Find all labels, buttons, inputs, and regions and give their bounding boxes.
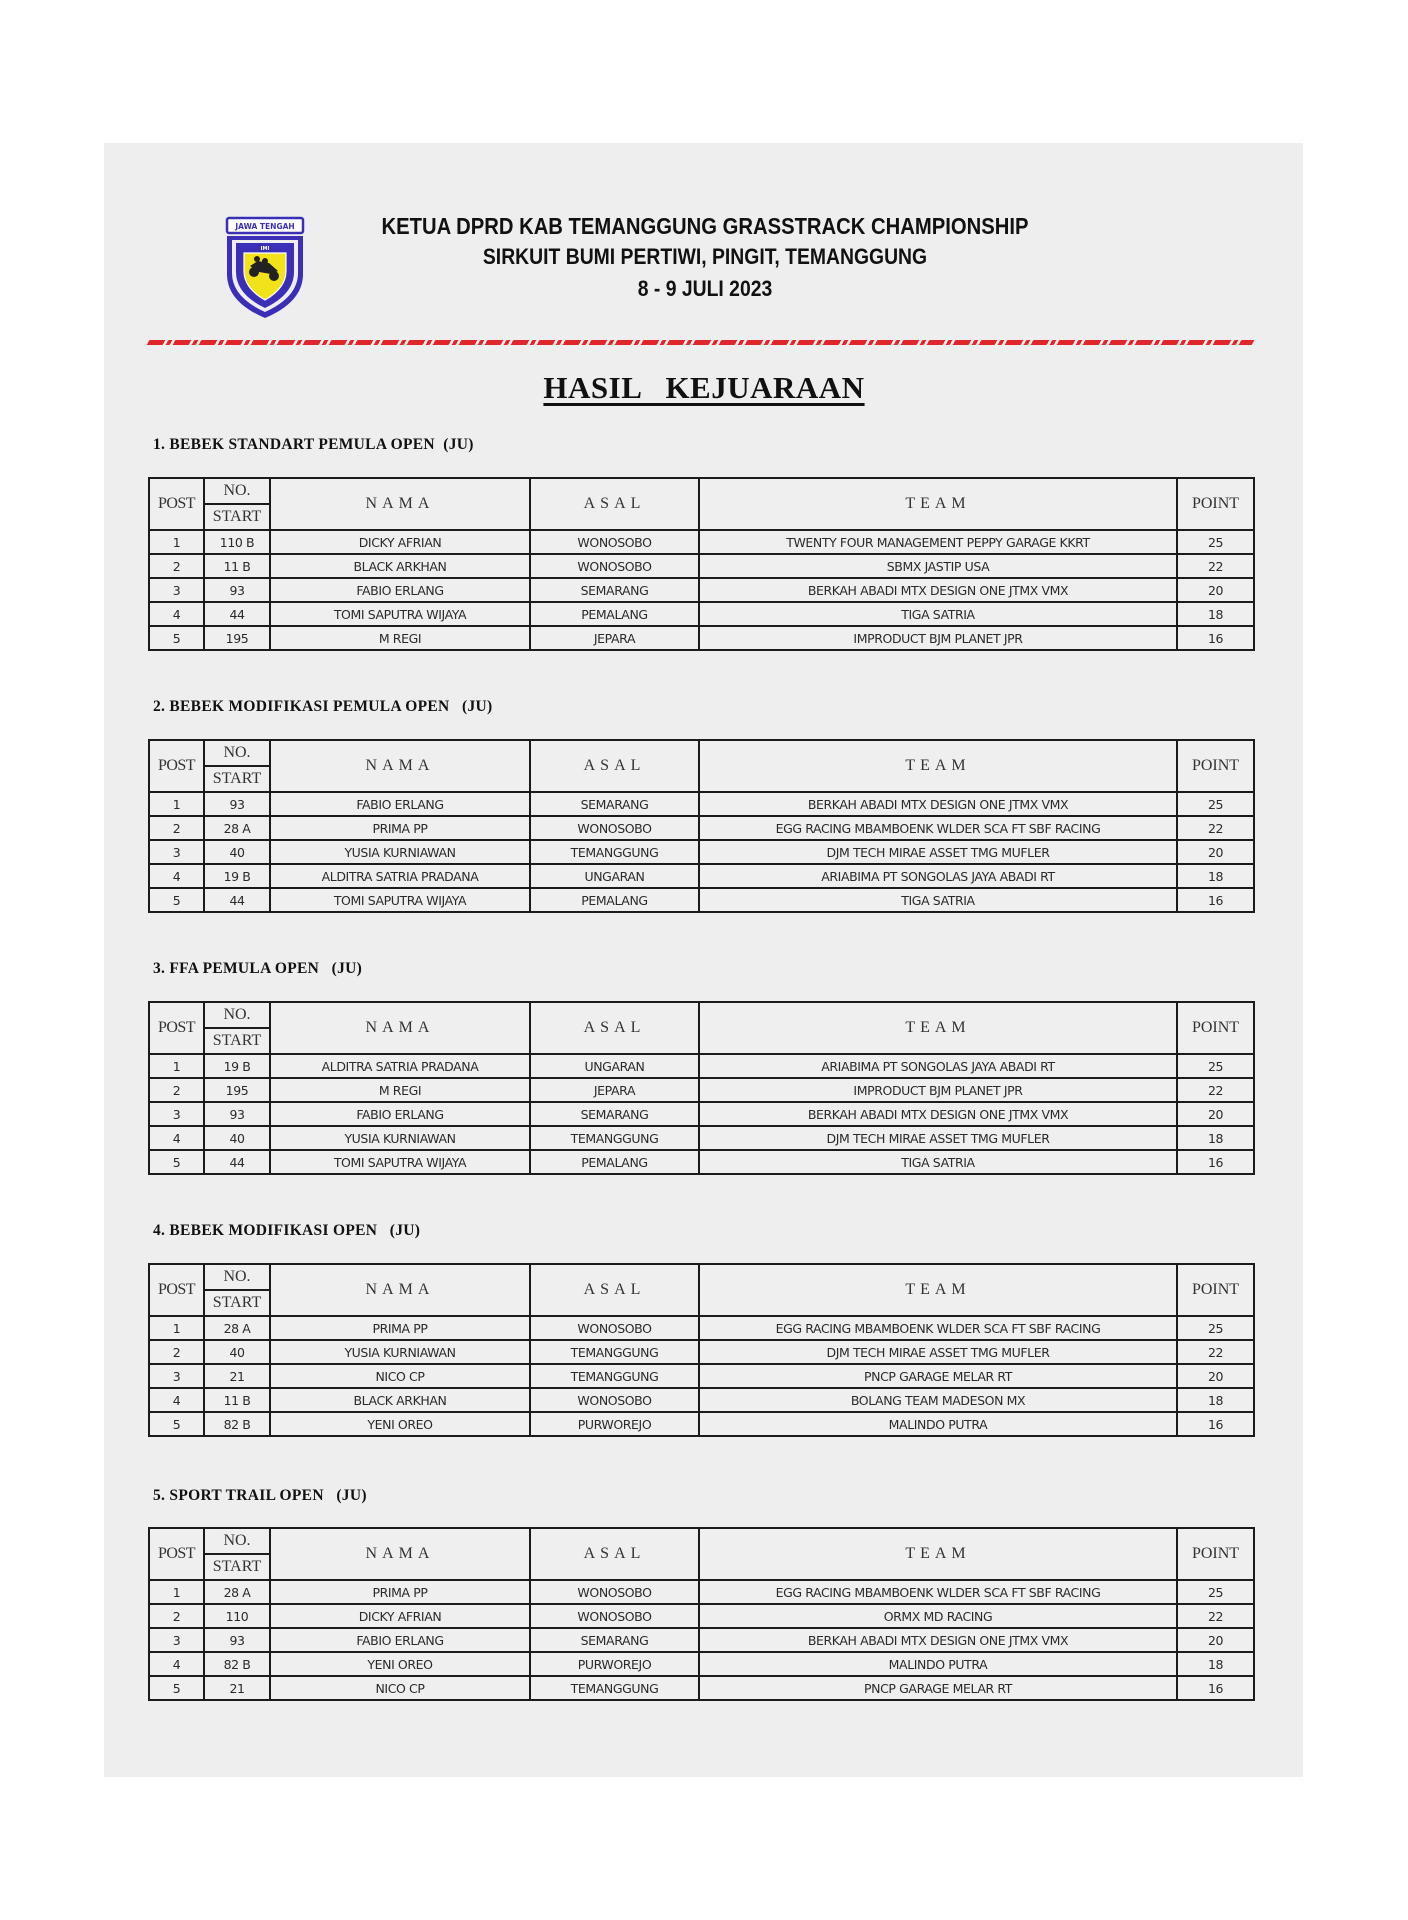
col-header-asal: ASAL: [530, 1264, 699, 1316]
cell-no: 93: [204, 578, 270, 602]
col-header-post: POST: [149, 1002, 204, 1054]
cell-post: 5: [149, 1676, 204, 1700]
cell-asal: JEPARA: [530, 626, 699, 650]
cell-post: 4: [149, 864, 204, 888]
category-title-2: 2. BEBEK MODIFIKASI PEMULA OPEN (JU): [153, 698, 493, 715]
cell-point: 16: [1177, 888, 1254, 912]
cell-team: PNCP GARAGE MELAR RT: [699, 1676, 1177, 1700]
col-header-no: NO.: [204, 478, 270, 504]
cell-post: 1: [149, 792, 204, 816]
col-header-nama: NAMA: [270, 478, 530, 530]
cell-asal: WONOSOBO: [530, 816, 699, 840]
cell-nama: NICO CP: [270, 1364, 530, 1388]
cell-point: 22: [1177, 816, 1254, 840]
col-header-no: NO.: [204, 740, 270, 766]
cell-team: TWENTY FOUR MANAGEMENT PEPPY GARAGE KKRT: [699, 530, 1177, 554]
cell-point: 25: [1177, 1316, 1254, 1340]
table-row: [149, 888, 1254, 912]
page-title: [0, 370, 1408, 406]
cell-point: 22: [1177, 1604, 1254, 1628]
cell-team: DJM TECH MIRAE ASSET TMG MUFLER: [699, 1126, 1177, 1150]
cell-asal: UNGARAN: [530, 1054, 699, 1078]
cell-no: 82 B: [204, 1652, 270, 1676]
table-row: [149, 1580, 1254, 1604]
cell-point: 20: [1177, 840, 1254, 864]
table-row: [149, 1628, 1254, 1652]
col-header-team: TEAM: [699, 1002, 1177, 1054]
col-header-start: START: [204, 504, 270, 530]
cell-team: IMPRODUCT BJM PLANET JPR: [699, 626, 1177, 650]
table-row: [149, 578, 1254, 602]
table-row: [149, 1340, 1254, 1364]
cell-point: 18: [1177, 602, 1254, 626]
table-row: [149, 1676, 1254, 1700]
col-header-asal: ASAL: [530, 1002, 699, 1054]
table-row: [149, 1078, 1254, 1102]
cell-post: 4: [149, 1388, 204, 1412]
cell-asal: WONOSOBO: [530, 1580, 699, 1604]
table-row: [149, 840, 1254, 864]
cell-point: 16: [1177, 1150, 1254, 1174]
cell-nama: FABIO ERLANG: [270, 792, 530, 816]
cell-asal: TEMANGGUNG: [530, 840, 699, 864]
cell-no: 40: [204, 1126, 270, 1150]
cell-nama: M REGI: [270, 626, 530, 650]
table-row: [149, 554, 1254, 578]
cell-nama: DICKY AFRIAN: [270, 530, 530, 554]
cell-asal: JEPARA: [530, 1078, 699, 1102]
cell-point: 25: [1177, 530, 1254, 554]
table-row: [149, 626, 1254, 650]
table-row: [149, 1652, 1254, 1676]
cell-asal: PURWOREJO: [530, 1412, 699, 1436]
cell-point: 20: [1177, 578, 1254, 602]
cell-asal: WONOSOBO: [530, 1388, 699, 1412]
category-title-3: 3. FFA PEMULA OPEN (JU): [153, 960, 363, 977]
col-header-nama: NAMA: [270, 1264, 530, 1316]
col-header-no: NO.: [204, 1002, 270, 1028]
cell-no: 19 B: [204, 1054, 270, 1078]
cell-point: 22: [1177, 1078, 1254, 1102]
cell-nama: TOMI SAPUTRA WIJAYA: [270, 1150, 530, 1174]
cell-nama: FABIO ERLANG: [270, 1628, 530, 1652]
results-table-2: [148, 739, 1255, 913]
cell-post: 2: [149, 554, 204, 578]
table-row: [149, 1150, 1254, 1174]
cell-point: 22: [1177, 1340, 1254, 1364]
cell-post: 1: [149, 1054, 204, 1078]
cell-no: 40: [204, 840, 270, 864]
cell-asal: TEMANGGUNG: [530, 1676, 699, 1700]
col-header-post: POST: [149, 1528, 204, 1580]
cell-no: 28 A: [204, 1580, 270, 1604]
event-title: KETUA DPRD KAB TEMANGGUNG GRASSTRACK CHAMPIONSHIP: [381, 213, 1029, 239]
col-header-post: POST: [149, 740, 204, 792]
cell-nama: YUSIA KURNIAWAN: [270, 1340, 530, 1364]
cell-asal: TEMANGGUNG: [530, 1364, 699, 1388]
cell-post: 1: [149, 530, 204, 554]
results-table-1: [148, 477, 1255, 651]
cell-team: EGG RACING MBAMBOENK WLDER SCA FT SBF RACING: [699, 1316, 1177, 1340]
col-header-post: POST: [149, 1264, 204, 1316]
cell-no: 11 B: [204, 1388, 270, 1412]
cell-asal: TEMANGGUNG: [530, 1340, 699, 1364]
cell-point: 18: [1177, 1126, 1254, 1150]
table-row: [149, 1054, 1254, 1078]
cell-post: 1: [149, 1580, 204, 1604]
cell-post: 2: [149, 1078, 204, 1102]
cell-point: 18: [1177, 1652, 1254, 1676]
cell-nama: BLACK ARKHAN: [270, 554, 530, 578]
cell-point: 20: [1177, 1628, 1254, 1652]
cell-asal: SEMARANG: [530, 792, 699, 816]
cell-no: 110: [204, 1604, 270, 1628]
cell-post: 1: [149, 1316, 204, 1340]
cell-nama: TOMI SAPUTRA WIJAYA: [270, 602, 530, 626]
cell-nama: PRIMA PP: [270, 816, 530, 840]
cell-point: 18: [1177, 864, 1254, 888]
cell-no: 195: [204, 1078, 270, 1102]
cell-asal: UNGARAN: [530, 864, 699, 888]
cell-team: DJM TECH MIRAE ASSET TMG MUFLER: [699, 840, 1177, 864]
cell-team: TIGA SATRIA: [699, 602, 1177, 626]
cell-asal: WONOSOBO: [530, 1604, 699, 1628]
cell-team: EGG RACING MBAMBOENK WLDER SCA FT SBF RACING: [699, 1580, 1177, 1604]
cell-team: IMPRODUCT BJM PLANET JPR: [699, 1078, 1177, 1102]
col-header-team: TEAM: [699, 478, 1177, 530]
cell-post: 2: [149, 816, 204, 840]
cell-nama: PRIMA PP: [270, 1580, 530, 1604]
results-table-5: [148, 1527, 1255, 1701]
cell-nama: FABIO ERLANG: [270, 578, 530, 602]
cell-team: ORMX MD RACING: [699, 1604, 1177, 1628]
category-title-1: 1. BEBEK STANDART PEMULA OPEN (JU): [153, 436, 474, 453]
cell-no: 93: [204, 792, 270, 816]
cell-post: 2: [149, 1340, 204, 1364]
cell-team: ARIABIMA PT SONGOLAS JAYA ABADI RT: [699, 1054, 1177, 1078]
cell-no: 93: [204, 1102, 270, 1126]
table-row: [149, 864, 1254, 888]
cell-no: 19 B: [204, 864, 270, 888]
cell-post: 2: [149, 1604, 204, 1628]
cell-nama: ALDITRA SATRIA PRADANA: [270, 1054, 530, 1078]
cell-point: 20: [1177, 1102, 1254, 1126]
cell-asal: SEMARANG: [530, 1102, 699, 1126]
table-row: [149, 530, 1254, 554]
col-header-nama: NAMA: [270, 740, 530, 792]
cell-team: BERKAH ABADI MTX DESIGN ONE JTMX VMX: [699, 578, 1177, 602]
col-header-no: NO.: [204, 1528, 270, 1554]
table-row: [149, 1388, 1254, 1412]
col-header-point: POINT: [1177, 740, 1254, 792]
category-title-4: 4. BEBEK MODIFIKASI OPEN (JU): [153, 1222, 421, 1239]
cell-team: ARIABIMA PT SONGOLAS JAYA ABADI RT: [699, 864, 1177, 888]
cell-point: 18: [1177, 1388, 1254, 1412]
cell-post: 3: [149, 1628, 204, 1652]
cell-team: MALINDO PUTRA: [699, 1412, 1177, 1436]
col-header-team: TEAM: [699, 1264, 1177, 1316]
cell-nama: YUSIA KURNIAWAN: [270, 840, 530, 864]
red-dashed-divider: [147, 340, 1255, 345]
col-header-start: START: [204, 1290, 270, 1316]
cell-post: 4: [149, 1652, 204, 1676]
cell-asal: PEMALANG: [530, 1150, 699, 1174]
cell-point: 16: [1177, 626, 1254, 650]
cell-point: 25: [1177, 1054, 1254, 1078]
table-row: [149, 1316, 1254, 1340]
event-date: 8 - 9 JULI 2023: [637, 276, 773, 301]
cell-no: 82 B: [204, 1412, 270, 1436]
cell-post: 5: [149, 626, 204, 650]
cell-post: 5: [149, 888, 204, 912]
svg-text:JAWA TENGAH: JAWA TENGAH: [235, 222, 295, 231]
svg-text:IMI: IMI: [260, 246, 270, 252]
col-header-point: POINT: [1177, 1264, 1254, 1316]
cell-asal: WONOSOBO: [530, 530, 699, 554]
cell-no: 44: [204, 1150, 270, 1174]
cell-no: 28 A: [204, 1316, 270, 1340]
cell-asal: WONOSOBO: [530, 554, 699, 578]
table-row: [149, 1126, 1254, 1150]
cell-team: PNCP GARAGE MELAR RT: [699, 1364, 1177, 1388]
col-header-team: TEAM: [699, 1528, 1177, 1580]
cell-nama: YENI OREO: [270, 1652, 530, 1676]
cell-team: SBMX JASTIP USA: [699, 554, 1177, 578]
col-header-nama: NAMA: [270, 1002, 530, 1054]
imi-jawa-tengah-logo-icon: [223, 216, 307, 320]
cell-nama: YUSIA KURNIAWAN: [270, 1126, 530, 1150]
cell-asal: TEMANGGUNG: [530, 1126, 699, 1150]
col-header-post: POST: [149, 478, 204, 530]
cell-post: 3: [149, 840, 204, 864]
cell-asal: PEMALANG: [530, 602, 699, 626]
cell-nama: DICKY AFRIAN: [270, 1604, 530, 1628]
cell-no: 195: [204, 626, 270, 650]
page-title-text: HASIL KEJUARAAN: [543, 370, 865, 405]
cell-nama: FABIO ERLANG: [270, 1102, 530, 1126]
category-title-5: 5. SPORT TRAIL OPEN (JU): [153, 1487, 367, 1504]
col-header-team: TEAM: [699, 740, 1177, 792]
col-header-asal: ASAL: [530, 478, 699, 530]
col-header-start: START: [204, 766, 270, 792]
table-row: [149, 792, 1254, 816]
cell-team: TIGA SATRIA: [699, 1150, 1177, 1174]
cell-point: 16: [1177, 1676, 1254, 1700]
cell-nama: NICO CP: [270, 1676, 530, 1700]
cell-no: 40: [204, 1340, 270, 1364]
cell-post: 5: [149, 1150, 204, 1174]
col-header-point: POINT: [1177, 1002, 1254, 1054]
cell-post: 3: [149, 578, 204, 602]
cell-asal: SEMARANG: [530, 1628, 699, 1652]
cell-point: 22: [1177, 554, 1254, 578]
cell-no: 21: [204, 1364, 270, 1388]
cell-nama: M REGI: [270, 1078, 530, 1102]
cell-team: EGG RACING MBAMBOENK WLDER SCA FT SBF RACING: [699, 816, 1177, 840]
cell-point: 25: [1177, 792, 1254, 816]
col-header-asal: ASAL: [530, 1528, 699, 1580]
cell-post: 3: [149, 1364, 204, 1388]
cell-team: DJM TECH MIRAE ASSET TMG MUFLER: [699, 1340, 1177, 1364]
cell-asal: SEMARANG: [530, 578, 699, 602]
cell-point: 20: [1177, 1364, 1254, 1388]
cell-nama: PRIMA PP: [270, 1316, 530, 1340]
col-header-point: POINT: [1177, 478, 1254, 530]
table-row: [149, 816, 1254, 840]
cell-post: 3: [149, 1102, 204, 1126]
table-row: [149, 1604, 1254, 1628]
cell-point: 25: [1177, 1580, 1254, 1604]
col-header-asal: ASAL: [530, 740, 699, 792]
cell-team: MALINDO PUTRA: [699, 1652, 1177, 1676]
cell-no: 44: [204, 602, 270, 626]
cell-no: 93: [204, 1628, 270, 1652]
col-header-point: POINT: [1177, 1528, 1254, 1580]
cell-no: 28 A: [204, 816, 270, 840]
cell-point: 16: [1177, 1412, 1254, 1436]
table-row: [149, 1102, 1254, 1126]
cell-nama: TOMI SAPUTRA WIJAYA: [270, 888, 530, 912]
cell-no: 44: [204, 888, 270, 912]
results-table-4: [148, 1263, 1255, 1437]
col-header-start: START: [204, 1554, 270, 1580]
table-row: [149, 602, 1254, 626]
col-header-nama: NAMA: [270, 1528, 530, 1580]
cell-nama: BLACK ARKHAN: [270, 1388, 530, 1412]
results-table-3: [148, 1001, 1255, 1175]
cell-no: 11 B: [204, 554, 270, 578]
cell-team: TIGA SATRIA: [699, 888, 1177, 912]
col-header-no: NO.: [204, 1264, 270, 1290]
cell-asal: PURWOREJO: [530, 1652, 699, 1676]
cell-asal: PEMALANG: [530, 888, 699, 912]
col-header-start: START: [204, 1028, 270, 1054]
cell-post: 4: [149, 602, 204, 626]
cell-post: 5: [149, 1412, 204, 1436]
cell-team: BERKAH ABADI MTX DESIGN ONE JTMX VMX: [699, 1628, 1177, 1652]
cell-no: 21: [204, 1676, 270, 1700]
cell-asal: WONOSOBO: [530, 1316, 699, 1340]
cell-no: 110 B: [204, 530, 270, 554]
table-row: [149, 1364, 1254, 1388]
table-row: [149, 1412, 1254, 1436]
cell-team: BERKAH ABADI MTX DESIGN ONE JTMX VMX: [699, 1102, 1177, 1126]
event-venue: SIRKUIT BUMI PERTIWI, PINGIT, TEMANGGUNG: [482, 244, 928, 269]
cell-post: 4: [149, 1126, 204, 1150]
cell-team: BERKAH ABADI MTX DESIGN ONE JTMX VMX: [699, 792, 1177, 816]
cell-nama: ALDITRA SATRIA PRADANA: [270, 864, 530, 888]
cell-nama: YENI OREO: [270, 1412, 530, 1436]
cell-team: BOLANG TEAM MADESON MX: [699, 1388, 1177, 1412]
